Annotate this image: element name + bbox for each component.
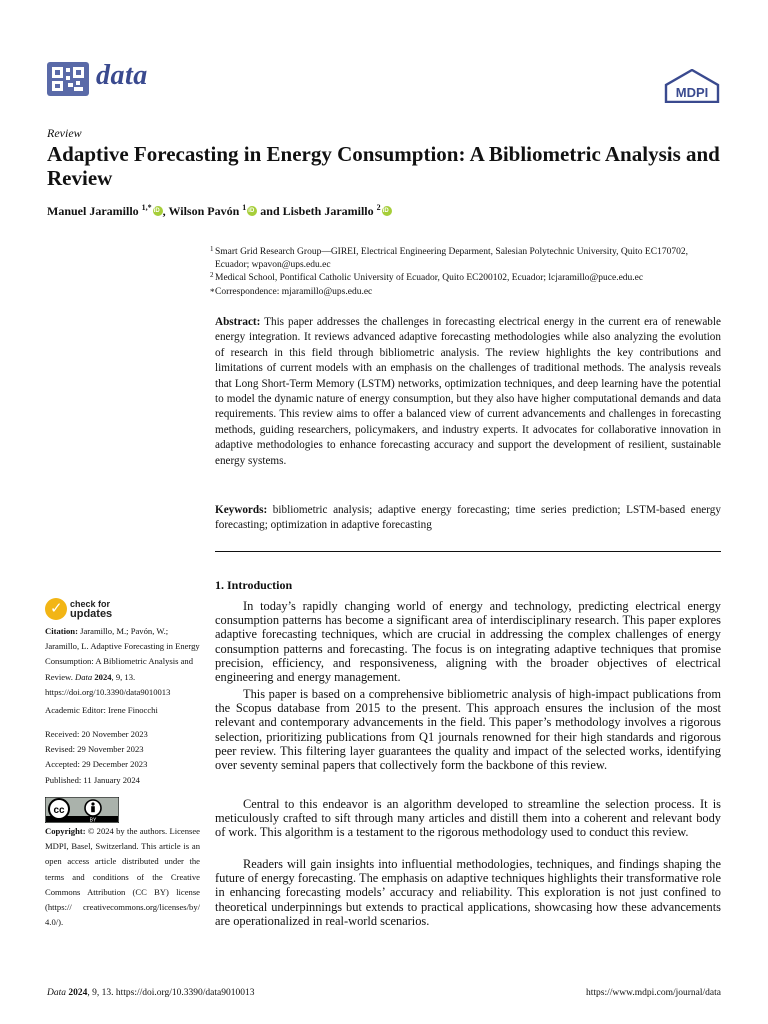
abstract-text: This paper addresses the challenges in forecasting electrical energy in the current era of renewable energy integration. It reviews advanced adaptive forecasting methodologies while also analyzing the evolution of research in this field through bibliometric analysis. The review highlights the key contributions and limitations of current models with an emphasis on the challenges of traditional methods. The analysis reveals that Long Short-Term Memory (LSTM) networks, optimization techniques, and deep learning have the potential to model the dynamic nature of energy consumption, but they also have higher computational demands and data requirements. This review aims to offer a balanced view of current advancements and challenges in forecasting methods, guiding researchers, policymakers, and industry experts. It advocates for collaborative innovation in adaptive methodologies to enhance forecasting accuracy and support the development of resilient, sustainable energy systems. <box>215 316 721 467</box>
footer-journal: Data <box>47 988 66 998</box>
author-list <box>47 203 392 219</box>
footer-doi[interactable]: , 9, 13. https://doi.org/10.3390/data9010013 <box>87 988 255 998</box>
citation <box>45 624 200 700</box>
orcid-icon[interactable] <box>382 206 392 216</box>
affiliation <box>210 245 720 272</box>
affiliation-text: Medical School, Pontifical Catholic University of Ecuador, Quito EC200102, Ecuador; lcjaramillo@puce.edu.ec <box>215 273 644 283</box>
affiliation-mark: 2 <box>210 271 214 279</box>
affiliation-mark: 1 <box>210 245 214 253</box>
affiliation-text: Smart Grid Research Group—GIREI, Electrical Engineering Deparment, Salesian Polytechnic University, Quito EC170702, Ecuador; wpavon@ups.edu.ec <box>215 247 688 270</box>
author-name[interactable]: Wilson Pavón <box>168 204 240 218</box>
body-paragraph: Central to this endeavor is an algorithm developed to streamline the selection process. It is meticulously crafted to sift through many articles and distill them into a coherent and relevant body of work. This algorithm is a testament to the rigorous methodology used to conduct this review. <box>215 797 721 840</box>
journal-name: data <box>96 60 148 91</box>
copyright-notice <box>45 824 200 930</box>
footer-year: 2024 <box>68 988 88 998</box>
abstract-label: Abstract: <box>215 316 261 328</box>
affiliation <box>210 271 725 285</box>
author-separator: and <box>257 204 283 218</box>
date-accepted: Accepted: 29 December 2023 <box>45 759 148 770</box>
citation-year: 2024 <box>94 671 112 682</box>
footer-journal-url[interactable]: https://www.mdpi.com/journal/data <box>585 988 721 998</box>
date-revised: Revised: 29 November 2023 <box>45 744 144 755</box>
svg-text:cc: cc <box>53 805 65 816</box>
article-type: Review <box>47 126 82 140</box>
copyright-label: Copyright: <box>45 826 86 836</box>
body-paragraph: In today’s rapidly changing world of energy and technology, predicting electrical energy consumption patterns has become a significant area of interdisciplinary research. This paper explores adaptive forecasting techniques, which are crucial in addressing the complex challenges of energy consumption patterns and forecasting. The focus is on integrating adaptive techniques that promise precision, efficiency, and responsiveness, aligning with the broader objectives of electrical engineering and energy management. <box>215 599 721 685</box>
mdpi-logo-text: MDPI <box>675 85 709 100</box>
author-name[interactable]: Lisbeth Jaramillo <box>282 204 374 218</box>
citation-label: Citation: <box>45 626 78 636</box>
publication-dates <box>45 727 200 788</box>
section-divider <box>215 551 721 552</box>
citation-doi[interactable]: , 9, 13. https://doi.org/10.3390/data9010013 <box>45 671 171 697</box>
abstract <box>215 315 721 469</box>
checkmark-icon <box>45 598 67 620</box>
cc-by-label: BY <box>89 817 97 823</box>
keywords <box>215 503 721 534</box>
check-updates-label: check for updates <box>70 599 113 620</box>
date-received: Received: 20 November 2023 <box>45 729 148 739</box>
journal-logo-icon <box>47 62 89 96</box>
section-heading: 1. Introduction <box>215 578 293 592</box>
footer-citation <box>47 988 255 998</box>
orcid-icon[interactable] <box>247 206 257 216</box>
copyright-text: © 2024 by the authors. Licensee MDPI, Basel, Switzerland. This article is an open access article distributed under the terms and conditions of the Creative Commons Attribution (CC BY) license (https:// creativecommons.org/licenses/by/ 4.0/). <box>45 826 200 928</box>
correspondence-mark: * <box>210 287 215 297</box>
author-affiliation-mark: 1,* <box>141 203 152 212</box>
mdpi-logo <box>664 69 720 103</box>
correspondence-text[interactable]: Correspondence: mjaramillo@ups.edu.ec <box>215 287 373 297</box>
author-separator: , <box>162 204 169 218</box>
article-title: Adaptive Forecasting in Energy Consumption: A Bibliometric Analysis and Review <box>47 142 720 190</box>
keywords-label: Keywords: <box>215 504 268 516</box>
date-published: Published: 11 January 2024 <box>45 774 140 785</box>
author-affiliation-mark: 2 <box>376 203 381 212</box>
academic-editor: Academic Editor: Irene Finocchi <box>45 705 158 715</box>
citation-text: Jaramillo, M.; Pavón, W.; Jaramillo, L. Adaptive Forecasting in Energy Consumption: A Bibliometric Analysis and Review. <box>45 626 200 682</box>
body-paragraph: This paper is based on a comprehensive bibliometric analysis of high-impact publications from the Scopus database from 2015 to the present. This approach ensures the inclusion of the most relevant and contemporary advancements in the field. This paper’s methodology involves a rigorous selection, prioritizing publications from Q1 journals renowned for their high standards and rigorous peer review. This filtering layer guarantees the quality and impact of the selected works, identifying over seventy seminal papers that collectively form the backbone of this review. <box>215 687 721 773</box>
cc-by-license-icon[interactable] <box>45 797 119 823</box>
author-affiliation-mark: 1 <box>242 203 247 212</box>
keywords-text: bibliometric analysis; adaptive energy forecasting; time series prediction; LSTM-based energy forecasting; optimization in adaptive forecasting <box>215 504 721 532</box>
check-for-updates-button[interactable] <box>45 598 125 622</box>
correspondence <box>210 286 720 299</box>
orcid-icon[interactable] <box>153 206 163 216</box>
body-paragraph: Readers will gain insights into influential methodologies, techniques, and findings shaping the future of energy forecasting. The emphasis on adaptive techniques highlights their transformative role in enhancing forecasting models’ accuracy and reliability. This exploration is not just confined to theoretical underpinnings but extends to practical applications, showcasing how these advancements are operationalized in real-world scenarios. <box>215 857 721 928</box>
citation-journal: Data <box>75 671 93 682</box>
author-name[interactable]: Manuel Jaramillo <box>47 204 139 218</box>
